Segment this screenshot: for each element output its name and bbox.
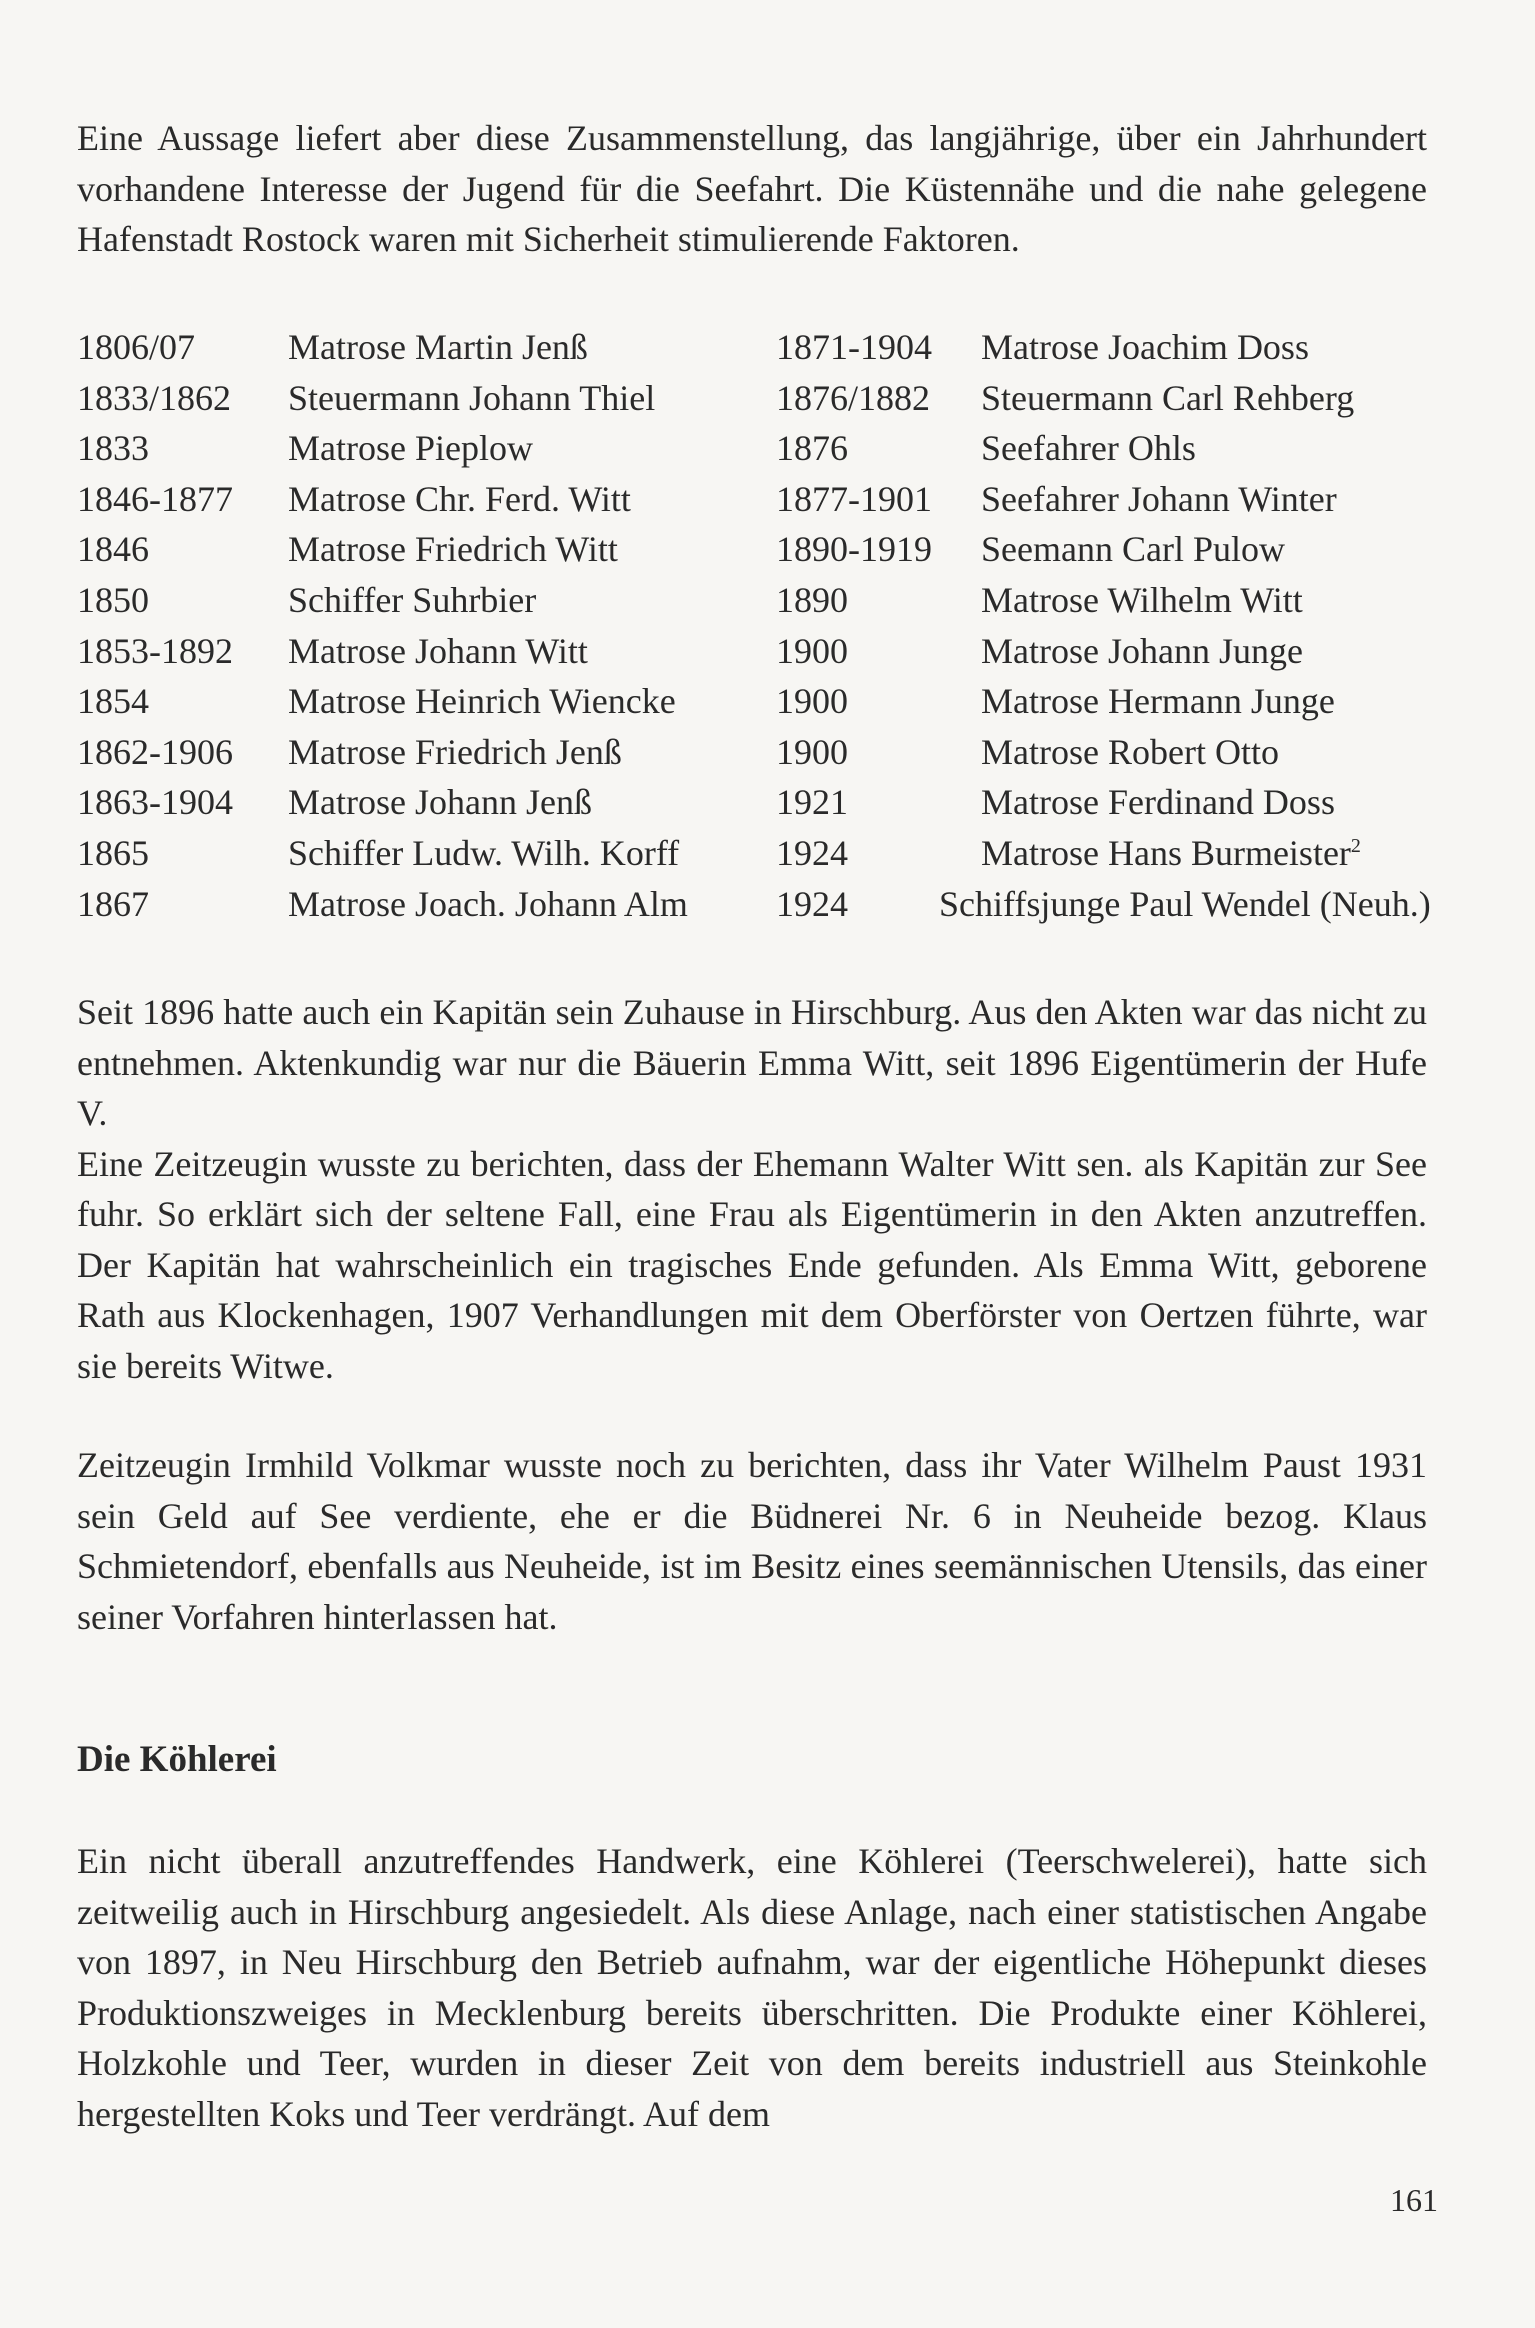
name-cell: Matrose Friedrich Witt xyxy=(288,529,618,570)
name-cell: Seefahrer Ohls xyxy=(981,428,1196,469)
year-cell: 1853-1892 xyxy=(77,630,233,671)
name-cell: Schiffer Ludw. Wilh. Korff xyxy=(288,832,680,873)
name-cell: Matrose Hermann Junge xyxy=(981,681,1335,722)
table-row xyxy=(77,524,1437,575)
paragraph-captain-part1: Seit 1896 hatte auch ein Kapitän sein Zuhause in Hirschburg. Aus den Akten war das nicht zu entnehmen. Aktenkundig war nur die Bäuerin Emma Witt, seit 1896 Eigentümerin der Hufe V. xyxy=(77,992,1427,1133)
year-cell: 1890-1919 xyxy=(776,529,932,570)
year-cell: 1890 xyxy=(776,579,848,620)
table-row xyxy=(77,423,1437,474)
year-cell: 1900 xyxy=(776,731,848,772)
name-cell: Matrose Johann Jenß xyxy=(288,782,592,823)
paragraph-witness: Zeitzeugin Irmhild Volkmar wusste noch zu berichten, dass ihr Vater Wilhelm Paust 1931 sein Geld auf See verdiente, ehe er die Büdnerei Nr. 6 in Neuheide bezog. Klaus Schmietendorf, ebenfalls aus Neuheide, ist im Besitz eines seemännischen Utensils, das einer seiner Vorfahren hinterlassen hat. xyxy=(77,1445,1427,1637)
name-cell: Seemann Carl Pulow xyxy=(981,529,1285,570)
footnote-marker[interactable]: 2 xyxy=(1350,834,1361,857)
year-cell: 1865 xyxy=(77,832,149,873)
table-row xyxy=(77,828,1437,879)
year-cell: 1833/1862 xyxy=(77,377,232,418)
year-cell: 1862-1906 xyxy=(77,731,233,772)
name-cell: Matrose Wilhelm Witt xyxy=(981,579,1303,620)
table-row xyxy=(77,777,1437,828)
name-cell: Matrose Robert Otto xyxy=(981,731,1279,772)
year-cell: 1900 xyxy=(776,630,848,671)
name-cell: Schiffer Suhrbier xyxy=(288,579,537,620)
name-cell: Steuermann Carl Rehberg xyxy=(981,377,1355,418)
paragraph-koehlerei: Ein nicht überall anzutreffendes Handwerk, eine Köhlerei (Teerschwelerei), hatte sich zeitweilig auch in Hirschburg angesiedelt. Als diese Anlage, nach einer statistischen Angabe von 1897, in Neu Hirschburg den Betrieb aufnahm, war der eigentliche Höhepunkt dieses Produktionszweiges in Mecklenburg bereits überschritten. Die Produkte einer Köhlerei, Holzkohle und Teer, wurden in dieser Zeit von dem bereits industriell aus Steinkohle hergestellten Koks und Teer verdrängt. Auf dem xyxy=(77,1841,1427,2134)
table-row xyxy=(77,676,1437,727)
paragraph-captain-part2: Eine Zeitzeugin wusste zu berichten, dass der Ehemann Walter Witt sen. als Kapitän zur See fuhr. So erklärt sich der seltene Fall, eine Frau als Eigentümerin in den Akten anzutreffen. Der Kapitän hat wahrscheinlich ein tragisches Ende gefunden. Als Emma Witt, geborene Rath aus Klockenhagen, 1907 Verhandlungen mit dem Oberförster von Oertzen führte, war sie bereits Witwe. xyxy=(77,1143,1427,1386)
name-cell: Steuermann Johann Thiel xyxy=(288,377,656,418)
name-cell: Matrose Johann Witt xyxy=(288,630,588,671)
table-row xyxy=(77,322,1437,373)
name-cell: Matrose Martin Jenß xyxy=(288,327,588,367)
paragraph-intro: Eine Aussage liefert aber diese Zusammenstellung, das langjährige, über ein Jahrhundert vorhandene Interesse der Jugend für die Seefahrt. Die Küstennähe und die nahe gelegene Hafenstadt Rostock waren mit Sicherheit stimulierende Faktoren. xyxy=(77,118,1427,259)
year-cell: 1846 xyxy=(77,529,149,570)
name-cell: Matrose Chr. Ferd. Witt xyxy=(288,478,631,519)
year-cell: 1833 xyxy=(77,428,149,469)
table-row xyxy=(77,626,1437,677)
table-row xyxy=(77,727,1437,778)
name-cell: Schiffsjunge Paul Wendel (Neuh.) xyxy=(939,883,1431,924)
name-cell: Seefahrer Johann Winter xyxy=(981,478,1337,519)
year-cell: 1850 xyxy=(77,579,149,620)
paragraph-captain xyxy=(77,987,1427,1391)
year-cell: 1876 xyxy=(776,428,848,469)
year-cell: 1871-1904 xyxy=(776,327,932,367)
name-cell: Matrose Friedrich Jenß xyxy=(288,731,622,772)
table-row xyxy=(77,879,1437,930)
name-cell: Matrose Joachim Doss xyxy=(981,327,1309,367)
year-cell: 1854 xyxy=(77,681,149,722)
year-cell: 1900 xyxy=(776,681,848,722)
table-row xyxy=(77,474,1437,525)
year-cell: 1924 xyxy=(776,883,848,924)
year-cell: 1877-1901 xyxy=(776,478,932,519)
table-row xyxy=(77,575,1437,626)
year-cell: 1924 xyxy=(776,832,848,873)
name-cell: Matrose Heinrich Wiencke xyxy=(288,681,676,722)
name-cell: Matrose Pieplow xyxy=(288,428,533,469)
year-cell: 1863-1904 xyxy=(77,782,233,823)
year-cell: 1806/07 xyxy=(77,327,196,367)
year-cell: 1921 xyxy=(776,782,848,823)
year-cell: 1846-1877 xyxy=(77,478,233,519)
name-cell xyxy=(981,828,1361,879)
section-heading: Die Köhlerei xyxy=(77,1739,277,1780)
name-text: Matrose Hans Burmeister xyxy=(981,832,1351,873)
table-row xyxy=(77,373,1437,424)
name-cell: Matrose Johann Junge xyxy=(981,630,1303,671)
year-cell: 1867 xyxy=(77,883,149,924)
page-number: 161 xyxy=(1390,2182,1438,2218)
sailors-table xyxy=(77,322,1437,929)
name-cell: Matrose Joach. Johann Alm xyxy=(288,883,688,924)
year-cell: 1876/1882 xyxy=(776,377,931,418)
name-cell: Matrose Ferdinand Doss xyxy=(981,782,1335,823)
